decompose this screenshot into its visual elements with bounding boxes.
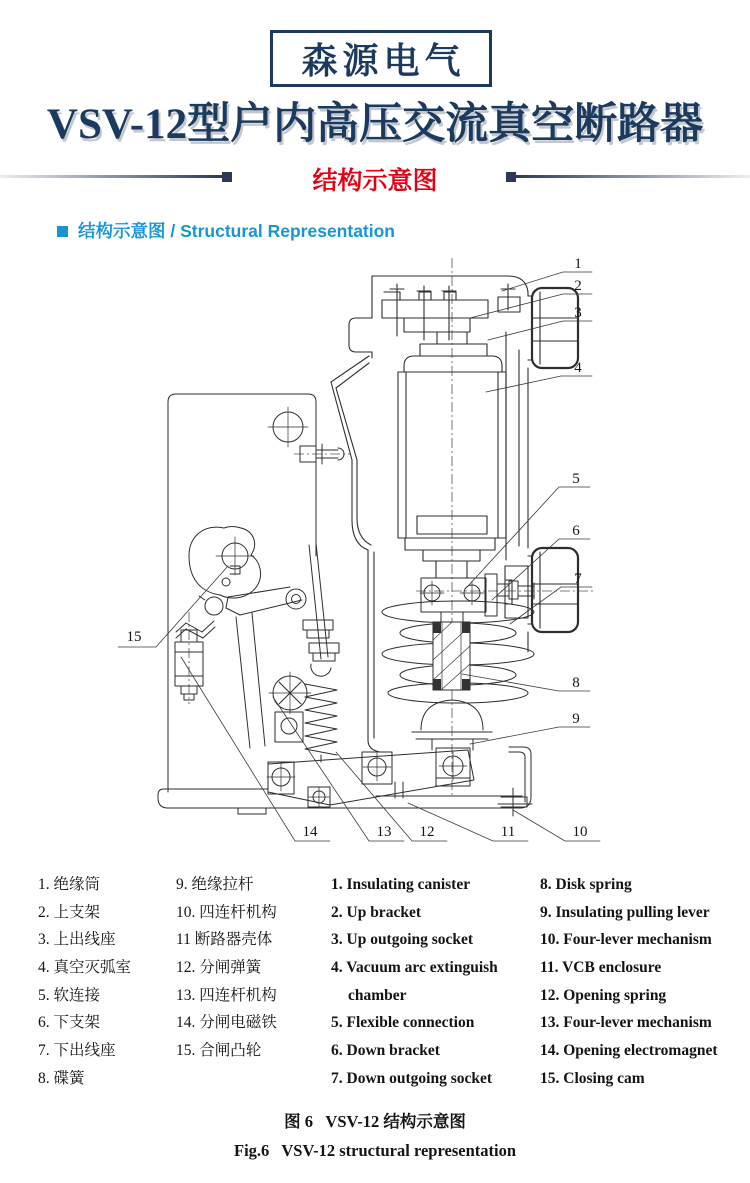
legend-item: 6. 下支架 [38, 1014, 101, 1032]
legend-item: 8. Disk spring [540, 876, 632, 893]
callout-3: 3 [574, 305, 582, 321]
legend-en-column-2 [540, 871, 718, 1093]
callout-10: 10 [572, 824, 588, 840]
legend-item-wrapped-line: chamber [348, 986, 407, 1004]
legend-item: 6. Down bracket [331, 1042, 440, 1060]
callout-9: 9 [572, 711, 580, 727]
legend-item: 9. Insulating pulling lever [540, 903, 710, 921]
legend-item: 10. Four-lever mechanism [540, 931, 712, 949]
figure-caption-en: Fig.6 VSV-12 structural representation [233, 1141, 516, 1160]
legend-item: 2. Up bracket [331, 903, 421, 921]
page-title: VSV-12型户内高压交流真空断路器 [46, 101, 704, 148]
callout-1: 1 [574, 256, 582, 272]
centerlines [189, 258, 596, 795]
callout-7: 7 [574, 571, 582, 587]
legend-item: 5. 软连接 [38, 986, 101, 1004]
legend-item: 2. 上支架 [38, 903, 101, 921]
legend-item: 11. VCB enclosure [540, 959, 662, 977]
legend-zh-column-2 [176, 871, 277, 1065]
legend-item: 7. 下出线座 [38, 1042, 116, 1060]
callout-5: 5 [572, 471, 580, 487]
callout-15: 15 [126, 629, 142, 645]
legend-item: 5. Flexible connection [331, 1014, 475, 1032]
legend-item: 13. Four-lever mechanism [540, 1014, 712, 1032]
legend-item: 13. 四连杆机构 [176, 986, 277, 1004]
callout-14: 14 [302, 824, 318, 840]
section-heading: 结构示意图 / Structural Representation [78, 221, 395, 241]
brand-name: 森源电气 [301, 40, 466, 81]
callout-4: 4 [574, 360, 582, 376]
legend-item: 11 断路器壳体 [176, 931, 273, 949]
legend-item: 3. 上出线座 [38, 931, 116, 949]
legend-item: 15. Closing cam [540, 1069, 645, 1087]
page-subtitle: 结构示意图 [312, 167, 438, 195]
legend-item: 15. 合闸凸轮 [176, 1042, 262, 1060]
callout-6: 6 [572, 523, 580, 539]
legend-item: 4. 真空灭弧室 [38, 959, 132, 977]
legend-item: 9. 绝缘拉杆 [176, 876, 254, 893]
legend-item: 14. 分闸电磁铁 [176, 1014, 277, 1032]
legend-item: 12. 分闸弹簧 [176, 959, 262, 977]
legend-en-column-1 [331, 871, 498, 1093]
callout-13: 13 [376, 824, 392, 840]
callout-11: 11 [500, 824, 516, 840]
legend-item: 14. Opening electromagnet [540, 1042, 718, 1060]
legend-item: 12. Opening spring [540, 986, 667, 1004]
legend-item: 10. 四连杆机构 [176, 903, 277, 921]
legend-item: 1. Insulating canister [331, 876, 471, 893]
callout-8: 8 [572, 675, 580, 691]
legend-item: 4. Vacuum arc extinguish [331, 959, 498, 977]
legend-item: 7. Down outgoing socket [331, 1069, 493, 1087]
legend-item: 1. 绝缘筒 [38, 876, 101, 893]
callout-2: 2 [574, 278, 582, 294]
mechanism [158, 394, 534, 816]
legend-item: 3. Up outgoing socket [331, 931, 474, 949]
callout-12: 12 [419, 824, 435, 840]
legend-zh-column-1 [38, 871, 131, 1093]
callout-leaders [118, 272, 600, 841]
figure-caption-zh: 图 6 VSV-12 结构示意图 [284, 1112, 466, 1131]
legend-item: 8. 碟簧 [38, 1069, 85, 1087]
